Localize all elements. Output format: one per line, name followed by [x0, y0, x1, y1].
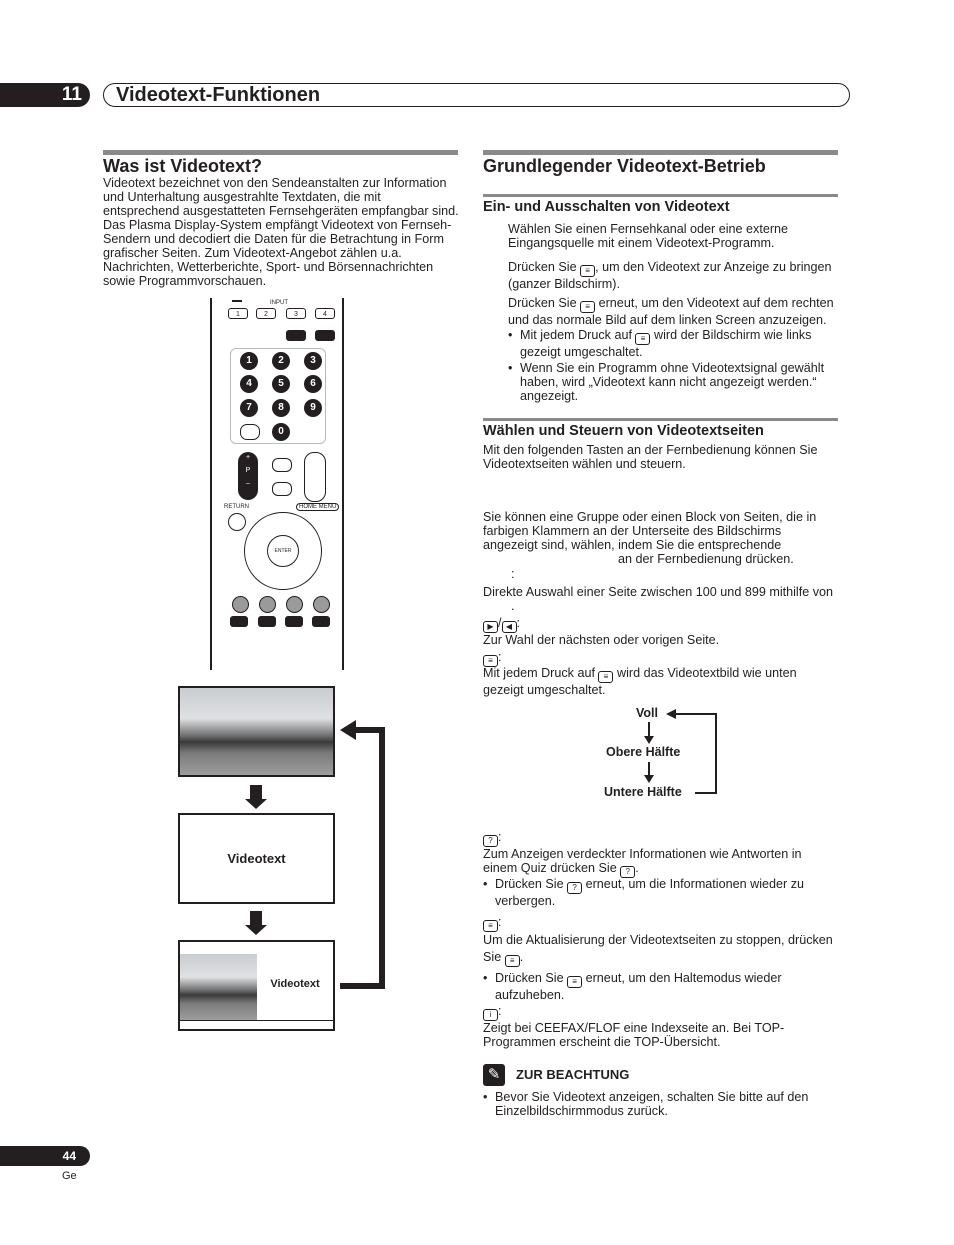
hold-notes: [483, 971, 838, 1002]
list-item: • Wenn Sie ein Programm ohne Videotextsignal gewählt haben, wird „Videotext kann nicht angezeigt werden.“ angezeigt.: [508, 361, 838, 403]
subheading-select: Wählen und Steuern von Videotextseiten: [483, 423, 764, 439]
index-button: [285, 616, 303, 627]
hold-text: [483, 932, 843, 967]
size-key: [483, 650, 502, 667]
step-2: [508, 260, 838, 291]
bullet-1-text-a: Mit jedem Druck auf: [520, 328, 632, 342]
on-off-notes: [508, 328, 838, 403]
right-heading: Grundlegender Videotext-Betrieb: [483, 156, 766, 176]
page-keys-colon: :: [516, 616, 520, 630]
page-up-icon: ▶: [483, 621, 498, 633]
list-item: [483, 877, 838, 908]
videotext-label: Videotext: [227, 851, 286, 866]
digit-1: 1: [240, 352, 258, 370]
note-list: [483, 1090, 838, 1118]
green-button: [259, 596, 276, 613]
teletext-icon: ≡: [580, 265, 595, 277]
hold-dot: .: [519, 950, 524, 964]
list-item: • Bevor Sie Videotext anzeigen, schalten Sie bitte auf den Einzelbildschirmmodus zurück.: [483, 1090, 838, 1118]
return-arrow-icon: [338, 720, 388, 990]
program-plus: +: [245, 454, 251, 461]
size-icon: ≡: [483, 655, 498, 667]
reveal-bullet-b: erneut, um die Informationen wieder zu verbergen.: [495, 877, 805, 908]
flow-full: Voll: [636, 706, 658, 720]
size-text-a: Mit jedem Druck auf: [483, 666, 595, 680]
remote-control: [210, 298, 344, 670]
note-pencil-icon: ✎: [483, 1064, 505, 1086]
select-intro: Mit den folgenden Tasten an der Fernbedienung können Sie Videotextseiten wählen und steuern.: [483, 443, 818, 471]
digit-7: 7: [240, 399, 258, 417]
chapter-number: 11: [0, 83, 90, 107]
teletext-button: [286, 330, 306, 341]
down-arrow-icon: [250, 911, 262, 925]
size-text-b: wird das Videotextbild wie unten gezeigt umgeschaltet.: [483, 666, 797, 697]
reveal-text-a: Zum Anzeigen verdeckter Informationen wie Antworten in einem Quiz drücken Sie: [483, 847, 802, 875]
hold-bullet-a: Drücken Sie: [495, 971, 564, 985]
blue-button: [313, 596, 330, 613]
hold-key-colon: :: [498, 915, 502, 929]
digit-4: 4: [240, 375, 258, 393]
size-button: [312, 616, 330, 627]
reveal-key-colon: :: [498, 830, 502, 844]
volume-rocker: [304, 452, 326, 502]
red-button: [232, 596, 249, 613]
digit-9: 9: [304, 399, 322, 417]
return-button: [228, 513, 246, 531]
split-picture: [180, 954, 257, 1020]
tv-radio-button: [272, 458, 292, 472]
flow-upper: Obere Hälfte: [606, 745, 681, 759]
hold-icon: ≡: [505, 955, 520, 967]
bullet-1-text-b: wird der Bildschirm wie links gezeigt umgeschaltet.: [520, 328, 812, 359]
reveal-icon: ?: [620, 866, 635, 878]
input-button-4: 4: [315, 308, 335, 319]
digit-6: 6: [304, 375, 322, 393]
reveal-notes: [483, 877, 838, 908]
split-button: [315, 330, 335, 341]
enter-button: ENTER: [267, 535, 299, 567]
index-icon: i: [483, 1009, 498, 1021]
reveal-text: [483, 847, 838, 878]
size-icon: ≡: [598, 671, 613, 683]
page-down-icon: ◀: [502, 621, 517, 633]
digit-2: 2: [272, 352, 290, 370]
note-title: ZUR BEACHTUNG: [516, 1067, 630, 1082]
size-key-colon: :: [498, 650, 502, 664]
input-button-1: 1: [228, 308, 248, 319]
page-up-down-text: Zur Wahl der nächsten oder vorigen Seite.: [483, 633, 720, 647]
input-button-2: 2: [256, 308, 276, 319]
color-buttons-text: Sie können eine Gruppe oder einen Block von Seiten, die in farbigen Klammern an der Unterseite des Bildschirms angezeigt sind, wählen, indem Sie die entsprechende: [483, 510, 817, 552]
hold-button: [258, 616, 276, 627]
digit-5: 5: [272, 375, 290, 393]
direct-select-dot: .: [511, 599, 515, 613]
step-3-text-a: Drücken Sie: [508, 296, 577, 310]
list-item: [483, 971, 838, 1002]
flow-arrows-icon: [640, 706, 722, 798]
direct-select-text: Direkte Auswahl einer Seite zwischen 100 und 899 mithilfe von: [483, 585, 834, 599]
digit-0: 0: [272, 423, 290, 441]
reveal-button: [230, 616, 248, 627]
input-label: INPUT: [270, 300, 288, 306]
left-intro: Videotext bezeichnet von den Sendeanstalten zur Information und Unterhaltung ausgestrahlte Textdaten, die mit entsprechend ausgestatteten Fernsehgeräten empfangbar sind. Das Plasma Display-System empfängt Videotext von Fernseh-Sendern und decodiert die Daten für die Betrachtung in Form grafischer Seiten. Zum Videotext-Angebot zählen u.a. Nachrichten, Wetterberichte, Sport- und Börsennachrichten sowie Programmvorschauen.: [103, 176, 459, 288]
index-key-colon: :: [498, 1004, 502, 1018]
teletext-icon: ≡: [635, 333, 650, 345]
hold-text-a: Um die Aktualisierung der Videotextseiten zu stoppen, drücken Sie: [483, 933, 833, 964]
digits-colon: :: [511, 567, 515, 581]
step-1: Wählen Sie einen Fernsehkanal oder eine externe Eingangsquelle mit einem Videotext-Programm.: [508, 222, 789, 250]
videotext-screen: [178, 813, 335, 904]
split-screen: [178, 940, 335, 1031]
size-text: [483, 666, 838, 697]
digit-8: 8: [272, 399, 290, 417]
program-rocker: [238, 452, 258, 500]
section-rule: [103, 150, 458, 155]
hold-bullet-b: erneut, um den Haltemodus wieder aufzuheben.: [495, 971, 782, 1002]
index-text: Zeigt bei CEEFAX/FLOF eine Indexseite an. Bei TOP-Programmen erscheint die TOP-Übersicht.: [483, 1021, 785, 1049]
display-button: [240, 424, 260, 440]
hold-icon: ≡: [483, 920, 498, 932]
reveal-dot: .: [635, 861, 639, 875]
teletext-icon: ≡: [580, 301, 595, 313]
tv-picture-screen: [178, 686, 335, 777]
page-number: 44: [0, 1146, 90, 1166]
step-2-text-b: , um den Videotext zur Anzeige zu bringen (ganzer Bildschirm).: [508, 260, 832, 291]
mute-button: [272, 482, 292, 496]
program-minus: –: [246, 480, 250, 487]
hold-icon: ≡: [567, 976, 582, 988]
step-3: [508, 296, 838, 327]
reveal-icon: ?: [567, 882, 582, 894]
input-button-3: 3: [286, 308, 306, 319]
index-key: [483, 1004, 502, 1021]
section-rule: [483, 150, 838, 155]
reveal-bullet-a: Drücken Sie: [495, 877, 564, 891]
chapter-title: Videotext-Funktionen: [103, 83, 850, 107]
page-up-down-keys: ▶ / ◀ :: [483, 616, 520, 633]
reveal-key: [483, 830, 502, 847]
videotext-split-label: Videotext: [270, 978, 320, 990]
split-divider: [180, 1020, 333, 1021]
language-code: Ge: [62, 1170, 77, 1182]
step-3-text-b: erneut, um den Videotext auf dem rechten und das normale Bild auf dem linken Screen anzuzeigen.: [508, 296, 834, 327]
remote-top-mark: [232, 300, 242, 302]
subheading-on-off: Ein- und Ausschalten von Videotext: [483, 199, 730, 215]
color-buttons-text-2: an der Fernbedienung drücken.: [618, 552, 794, 566]
program-label: P: [245, 467, 251, 474]
flow-lower: Untere Hälfte: [604, 785, 682, 799]
left-heading: Was ist Videotext?: [103, 156, 263, 176]
home-menu-label: HOME MENU: [296, 503, 339, 511]
hold-key: [483, 915, 502, 932]
return-label: RETURN: [224, 504, 249, 510]
subsection-rule: [483, 418, 838, 421]
down-arrow-icon: [250, 785, 262, 799]
digit-3: 3: [304, 352, 322, 370]
step-2-text-a: Drücken Sie: [508, 260, 577, 274]
yellow-button: [286, 596, 303, 613]
list-item: [508, 328, 838, 359]
subsection-rule: [483, 194, 838, 197]
reveal-icon: ?: [483, 835, 498, 847]
